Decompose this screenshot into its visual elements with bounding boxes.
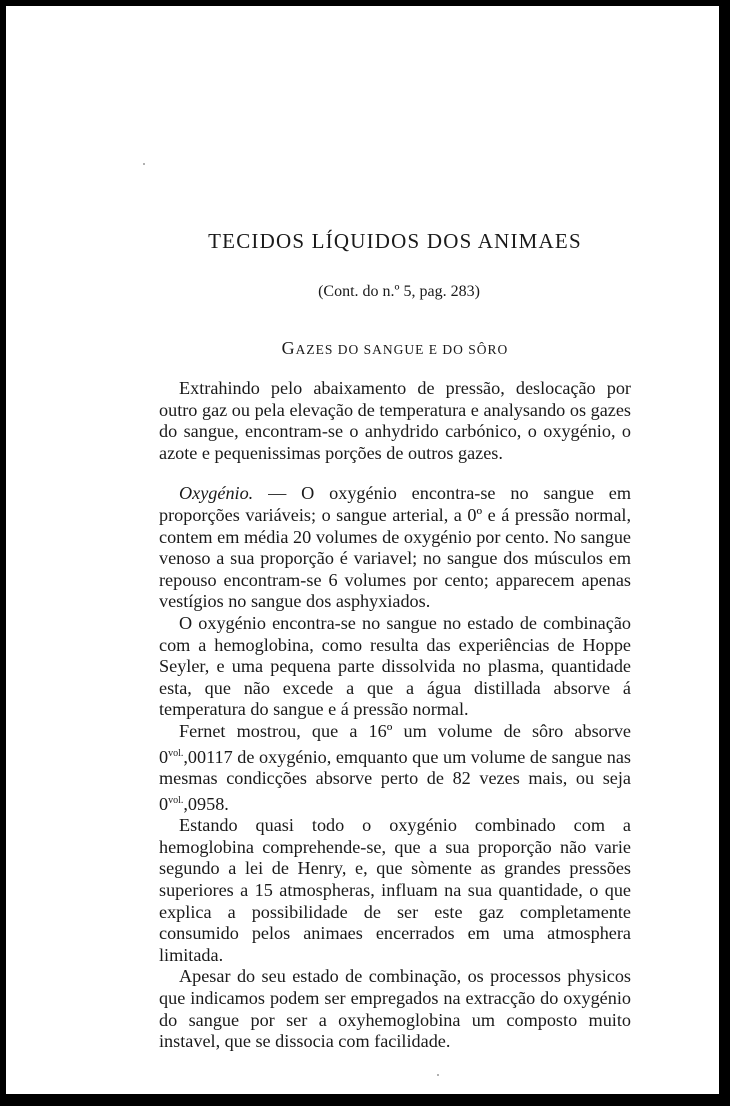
fernet-sup-2: vol. xyxy=(168,794,184,806)
paragraph-oxygenio xyxy=(159,483,631,613)
paragraph-fernet xyxy=(159,721,631,815)
paragraph-intro: Extrahindo pelo abaixamento de pressão, deslocação por outro gaz ou pela elevação de temperatura e analysando os gazes do sangue, encontram-se o anhydrido carbónico, o oxygénio, o azote e pequenissimas porções de outros gazes. xyxy=(159,378,631,463)
body-text xyxy=(159,378,631,1053)
fernet-part-3: ,0958. xyxy=(183,793,229,814)
term-oxygenio: Oxygénio. xyxy=(179,483,254,504)
fernet-part-1: Fernet mostrou, que a 16º um volume de sôro absorve 0 xyxy=(159,720,631,767)
paper-speck xyxy=(143,163,145,165)
page-title: TECIDOS LÍQUIDOS DOS ANIMAES xyxy=(208,229,582,253)
section-heading-initial: G xyxy=(281,338,296,358)
section-heading-rest: AZES DO SANGUE E DO SÔRO xyxy=(295,342,509,357)
fernet-sup-1: vol. xyxy=(168,747,184,759)
paragraph-oxygenio-text: — O oxygénio encontra-se no sangue em proporções variáveis; o sangue arterial, a 0º e á pressão normal, contem em média 20 volumes de oxygénio por cento. No sangue venoso a sua proporção é variavel; no sangue dos músculos em repouso encontram-se 6 volumes por cento; apparecem apenas vestígios no sangue dos asphyxiados. xyxy=(159,483,631,612)
fernet-part-2: ,00117 de oxygénio, emquanto que um volume de sangue nas mesmas condicções absorve perto de 82 vezes mais, ou seja 0 xyxy=(159,746,631,814)
continuation-note: (Cont. do n.º 5, pag. 283) xyxy=(318,283,480,300)
paragraph-extraccao: Apesar do seu estado de combinação, os processos physicos que indicamos podem ser empregados na extracção do oxygénio do sangue por ser a oxyhemoglobina um composto muito instavel, que se dissocia com facilidade. xyxy=(159,966,631,1052)
section-heading xyxy=(0,338,730,359)
paper-speck xyxy=(437,1074,439,1076)
paragraph-hemoglobina: O oxygénio encontra-se no sangue no estado de combinação com a hemoglobina, como resulta das experiências de Hoppe Seyler, e uma pequena parte dissolvida no plasma, quantidade esta, que não excede a que a água distillada absorve á temperatura do sangue e á pressão normal. xyxy=(159,612,631,720)
paragraph-henry: Estando quasi todo o oxygénio combinado com a hemoglobina comprehende-se, que a sua proporção não varie segundo a lei de Henry, e, que sòmente as grandes pressões superiores a 15 atmospheras, influam na sua quantidade, o que explica a possibilidade de ser este gaz completamente consumido pelos animaes encerrados em uma atmosphera limitada. xyxy=(159,815,631,965)
